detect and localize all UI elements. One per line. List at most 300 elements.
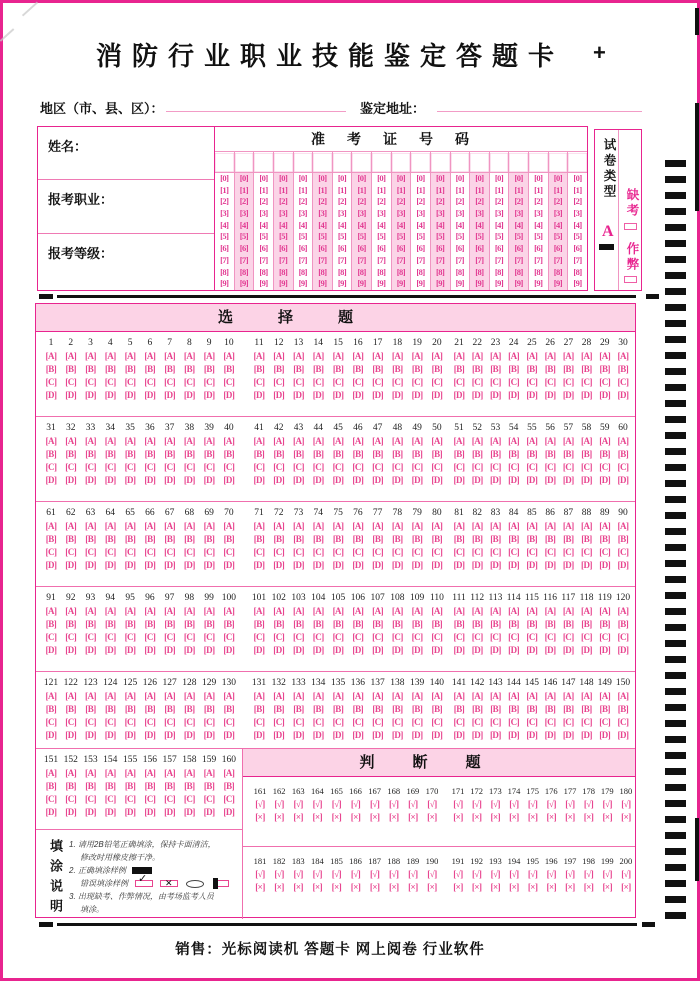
answer-bubble[interactable]: [A] [453,606,465,616]
answer-bubble[interactable]: [C] [431,377,443,387]
answer-bubble[interactable]: [C] [253,377,265,387]
answer-bubble[interactable]: [A] [223,436,235,446]
answer-bubble[interactable]: [A] [104,606,116,616]
answer-bubble[interactable]: [D] [144,560,156,570]
answer-bubble[interactable]: [C] [144,717,156,727]
answer-bubble[interactable]: [A] [411,436,423,446]
answer-bubble[interactable]: [C] [508,377,520,387]
answer-bubble[interactable]: [B] [144,364,156,374]
answer-bubble[interactable]: [A] [562,691,574,701]
answer-bubble[interactable]: [C] [85,547,97,557]
answer-bubble[interactable]: [D] [65,475,77,485]
answer-bubble[interactable]: [A] [431,606,443,616]
answer-bubble[interactable]: [C] [544,632,556,642]
answer-bubble[interactable]: [B] [392,619,403,629]
answer-bubble[interactable]: [B] [273,619,285,629]
answer-bubble[interactable]: [B] [563,449,574,459]
answer-bubble[interactable]: [B] [253,364,265,374]
answer-bubble[interactable]: [A] [617,521,629,531]
answer-bubble[interactable]: [A] [45,521,57,531]
answer-bubble[interactable]: [B] [563,534,574,544]
answer-bubble[interactable]: [A] [85,606,97,616]
answer-bubble[interactable]: [D] [312,730,324,740]
answer-bubble[interactable]: [A] [526,521,538,531]
answer-bubble[interactable]: [B] [203,781,215,791]
answer-bubble[interactable]: [C] [45,794,57,804]
answer-bubble[interactable]: [C] [489,632,501,642]
ticket-digit-bubble[interactable]: [5] [534,231,543,242]
answer-bubble[interactable]: [C] [203,717,215,727]
answer-bubble[interactable]: [D] [391,390,403,400]
answer-bubble[interactable]: [A] [489,606,501,616]
ticket-digit-bubble[interactable]: [5] [318,231,327,242]
ticket-digit-bubble[interactable]: [9] [573,278,582,289]
answer-bubble[interactable]: [C] [104,632,116,642]
answer-bubble[interactable]: [A] [104,768,116,778]
answer-bubble[interactable]: [C] [104,547,116,557]
answer-bubble[interactable]: [C] [273,632,285,642]
answer-bubble[interactable]: [B] [65,534,77,544]
ticket-digit-bubble[interactable]: [2] [455,196,465,207]
answer-bubble[interactable]: [D] [352,390,364,400]
answer-bubble[interactable]: [√] [369,799,380,809]
answer-bubble[interactable]: [C] [312,462,324,472]
answer-bubble[interactable]: [B] [392,534,403,544]
ticket-digit-bubble[interactable]: [0] [278,173,288,183]
answer-bubble[interactable]: [D] [124,390,136,400]
answer-bubble[interactable]: [B] [223,619,235,629]
answer-bubble[interactable]: [A] [85,436,97,446]
answer-bubble[interactable]: [B] [273,704,285,714]
answer-bubble[interactable]: [D] [164,807,176,817]
answer-bubble[interactable]: [A] [453,436,465,446]
answer-bubble[interactable]: [×] [490,882,501,892]
answer-bubble[interactable]: [×] [274,882,284,892]
answer-bubble[interactable]: [D] [453,475,465,485]
ticket-digit-bubble[interactable]: [4] [337,219,347,230]
answer-bubble[interactable]: [C] [411,377,423,387]
answer-bubble[interactable]: [B] [144,704,156,714]
answer-bubble[interactable]: [C] [508,547,520,557]
answer-bubble[interactable]: [C] [273,547,285,557]
answer-bubble[interactable]: [×] [565,882,575,892]
answer-bubble[interactable]: [C] [45,462,57,472]
answer-bubble[interactable]: [B] [164,704,175,714]
answer-bubble[interactable]: [A] [144,606,156,616]
answer-bubble[interactable]: [×] [602,882,613,892]
answer-bubble[interactable]: [D] [273,645,285,655]
ticket-digit-bubble[interactable]: [7] [435,254,445,265]
answer-bubble[interactable]: [B] [372,704,383,714]
answer-bubble[interactable]: [D] [352,730,364,740]
answer-bubble[interactable]: [B] [471,534,483,544]
answer-bubble[interactable]: [A] [431,691,443,701]
answer-bubble[interactable]: [B] [45,449,57,459]
answer-bubble[interactable]: [D] [253,560,265,570]
absent-bubble[interactable] [624,223,637,230]
name-field[interactable] [38,127,214,180]
ticket-digit-bubble[interactable]: [3] [239,208,249,219]
answer-bubble[interactable]: [C] [453,377,465,387]
answer-bubble[interactable]: [B] [392,449,403,459]
answer-bubble[interactable]: [C] [45,547,57,557]
ticket-digit-bubble[interactable]: [3] [357,208,366,219]
ticket-digit-bubble[interactable]: [2] [259,196,268,207]
answer-bubble[interactable]: [B] [293,534,304,544]
answer-bubble[interactable]: [B] [490,619,501,629]
ticket-digit-bubble[interactable]: [2] [494,196,504,207]
answer-bubble[interactable]: [A] [253,351,265,361]
answer-bubble[interactable]: [C] [352,547,364,557]
ticket-digit-bubble[interactable]: [2] [337,196,347,207]
answer-bubble[interactable]: [√] [583,869,594,879]
ticket-digit-bubble[interactable]: [8] [494,266,504,277]
answer-bubble[interactable]: [B] [599,534,610,544]
ticket-digit-bubble[interactable]: [3] [494,208,504,219]
ticket-digit-bubble[interactable]: [9] [435,278,445,289]
answer-bubble[interactable]: [C] [526,547,538,557]
answer-bubble[interactable]: [A] [453,521,465,531]
answer-bubble[interactable]: [√] [312,799,323,809]
answer-bubble[interactable]: [C] [312,377,324,387]
answer-bubble[interactable]: [B] [45,619,57,629]
answer-bubble[interactable]: [A] [411,351,423,361]
answer-bubble[interactable]: [C] [332,632,344,642]
answer-bubble[interactable]: [C] [411,462,423,472]
answer-bubble[interactable]: [A] [431,521,443,531]
ticket-write-cell[interactable] [470,152,489,173]
answer-bubble[interactable]: [A] [581,351,593,361]
profession-field[interactable] [38,180,214,234]
answer-bubble[interactable]: [D] [581,475,593,485]
answer-bubble[interactable]: [B] [372,534,383,544]
answer-bubble[interactable]: [C] [203,794,215,804]
ticket-digit-bubble[interactable]: [7] [416,254,425,265]
answer-bubble[interactable]: [D] [253,475,265,485]
ticket-digit-bubble[interactable]: [6] [239,243,249,254]
answer-bubble[interactable]: [A] [508,691,520,701]
answer-bubble[interactable]: [A] [45,606,57,616]
answer-bubble[interactable]: [A] [599,351,611,361]
ticket-digit-bubble[interactable]: [8] [318,266,327,277]
ticket-digit-bubble[interactable]: [6] [455,243,465,254]
answer-bubble[interactable]: [B] [453,619,465,629]
answer-bubble[interactable]: [A] [508,521,520,531]
ticket-digit-bubble[interactable]: [0] [259,173,268,183]
answer-bubble[interactable]: [×] [509,812,519,822]
answer-bubble[interactable]: [B] [203,534,215,544]
answer-bubble[interactable]: [D] [183,730,195,740]
answer-bubble[interactable]: [B] [45,534,57,544]
ticket-digit-bubble[interactable]: [7] [455,254,465,265]
answer-bubble[interactable]: [B] [313,534,324,544]
ticket-digit-bubble[interactable]: [1] [298,184,308,195]
answer-bubble[interactable]: [A] [562,606,574,616]
answer-bubble[interactable]: [C] [411,632,423,642]
answer-bubble[interactable]: [A] [164,606,176,616]
answer-bubble[interactable]: [A] [508,436,520,446]
answer-bubble[interactable]: [D] [85,645,97,655]
answer-bubble[interactable]: [D] [203,645,215,655]
answer-bubble[interactable]: [C] [203,547,215,557]
answer-bubble[interactable]: [√] [255,799,265,809]
answer-bubble[interactable]: [D] [124,730,136,740]
answer-bubble[interactable]: [B] [332,619,344,629]
ticket-digit-bubble[interactable]: [1] [455,184,465,195]
answer-bubble[interactable]: [A] [411,521,423,531]
answer-bubble[interactable]: [A] [253,436,265,446]
answer-bubble[interactable]: [C] [293,632,305,642]
ticket-digit-bubble[interactable]: [5] [377,231,386,242]
answer-bubble[interactable]: [A] [85,521,97,531]
answer-bubble[interactable]: [C] [544,377,556,387]
answer-bubble[interactable]: [D] [562,560,574,570]
answer-bubble[interactable]: [B] [563,619,574,629]
ticket-digit-bubble[interactable]: [3] [318,208,327,219]
answer-bubble[interactable]: [B] [617,364,629,374]
answer-bubble[interactable]: [×] [621,882,631,892]
answer-bubble[interactable]: [B] [544,619,556,629]
ticket-digit-bubble[interactable]: [4] [278,219,288,230]
answer-bubble[interactable]: [D] [391,645,403,655]
answer-bubble[interactable]: [√] [350,799,361,809]
ticket-digit-bubble[interactable]: [7] [337,254,347,265]
ticket-digit-bubble[interactable]: [1] [318,184,327,195]
answer-bubble[interactable]: [B] [581,534,592,544]
answer-bubble[interactable]: [×] [369,812,380,822]
answer-bubble[interactable]: [C] [312,717,324,727]
answer-bubble[interactable]: [D] [65,730,77,740]
answer-bubble[interactable]: [D] [124,475,136,485]
answer-bubble[interactable]: [C] [453,632,465,642]
answer-bubble[interactable]: [B] [431,704,443,714]
answer-bubble[interactable]: [×] [312,812,323,822]
answer-bubble[interactable]: [B] [144,534,156,544]
ticket-digit-bubble[interactable]: [8] [298,266,308,277]
ticket-digit-bubble[interactable]: [8] [357,266,366,277]
ticket-digit-bubble[interactable]: [2] [318,196,327,207]
answer-bubble[interactable]: [D] [544,730,556,740]
answer-bubble[interactable]: [B] [526,449,538,459]
ticket-digit-bubble[interactable]: [0] [416,173,425,183]
answer-bubble[interactable]: [C] [223,547,235,557]
answer-bubble[interactable]: [D] [45,730,57,740]
answer-bubble[interactable]: [B] [431,619,443,629]
answer-bubble[interactable]: [√] [293,869,303,879]
answer-bubble[interactable]: [A] [332,436,344,446]
answer-bubble[interactable]: [×] [509,882,519,892]
answer-bubble[interactable]: [√] [621,869,631,879]
ticket-digit-bubble[interactable]: [2] [377,196,386,207]
ticket-digit-bubble[interactable]: [9] [239,278,249,289]
answer-bubble[interactable]: [B] [45,364,57,374]
answer-bubble[interactable]: [D] [144,390,156,400]
answer-bubble[interactable]: [D] [203,560,215,570]
answer-bubble[interactable]: [A] [253,606,265,616]
answer-bubble[interactable]: [D] [312,475,324,485]
ticket-digit-bubble[interactable]: [4] [494,219,504,230]
answer-bubble[interactable]: [D] [453,560,465,570]
answer-bubble[interactable]: [×] [427,882,437,892]
answer-bubble[interactable]: [C] [453,462,465,472]
ticket-digit-bubble[interactable]: [6] [553,243,563,254]
answer-bubble[interactable]: [A] [65,768,77,778]
answer-bubble[interactable]: [C] [164,377,176,387]
answer-bubble[interactable]: [B] [184,534,195,544]
answer-bubble[interactable]: [D] [562,730,574,740]
answer-bubble[interactable]: [√] [471,869,482,879]
answer-bubble[interactable]: [A] [431,436,443,446]
ticket-digit-bubble[interactable]: [0] [475,173,484,183]
answer-bubble[interactable]: [C] [293,377,305,387]
answer-bubble[interactable]: [A] [471,606,483,616]
answer-bubble[interactable]: [C] [65,547,77,557]
ticket-digit-bubble[interactable]: [9] [377,278,386,289]
answer-bubble[interactable]: [A] [203,691,215,701]
ticket-digit-bubble[interactable]: [8] [278,266,288,277]
answer-bubble[interactable]: [B] [490,449,501,459]
answer-bubble[interactable]: [B] [85,534,96,544]
answer-bubble[interactable]: [D] [312,560,324,570]
answer-bubble[interactable]: [B] [508,704,519,714]
answer-bubble[interactable]: [D] [273,560,285,570]
answer-bubble[interactable]: [C] [508,632,520,642]
answer-bubble[interactable]: [B] [164,619,175,629]
answer-bubble[interactable]: [√] [546,799,556,809]
answer-bubble[interactable]: [A] [411,606,423,616]
answer-bubble[interactable]: [D] [526,645,538,655]
answer-bubble[interactable]: [C] [599,462,611,472]
answer-bubble[interactable]: [A] [508,606,520,616]
answer-bubble[interactable]: [C] [599,377,611,387]
ticket-digit-bubble[interactable]: [1] [396,184,406,195]
ticket-digit-bubble[interactable]: [9] [278,278,288,289]
ticket-digit-bubble[interactable]: [7] [239,254,249,265]
ticket-digit-bubble[interactable]: [6] [435,243,445,254]
answer-bubble[interactable]: [A] [183,436,195,446]
answer-bubble[interactable]: [A] [223,768,235,778]
answer-bubble[interactable]: [D] [489,645,501,655]
ticket-digit-bubble[interactable]: [6] [278,243,288,254]
answer-bubble[interactable]: [B] [124,704,136,714]
answer-bubble[interactable]: [D] [581,730,593,740]
answer-bubble[interactable]: [√] [453,799,463,809]
answer-bubble[interactable]: [B] [508,534,519,544]
answer-bubble[interactable]: [C] [183,547,195,557]
answer-bubble[interactable]: [C] [183,462,195,472]
answer-bubble[interactable]: [D] [203,475,215,485]
answer-bubble[interactable]: [D] [203,390,215,400]
ticket-digit-bubble[interactable]: [8] [475,266,484,277]
answer-bubble[interactable]: [B] [223,781,235,791]
answer-bubble[interactable]: [D] [617,560,629,570]
answer-bubble[interactable]: [D] [332,730,344,740]
answer-bubble[interactable]: [B] [352,704,364,714]
ticket-digit-bubble[interactable]: [8] [514,266,523,277]
answer-bubble[interactable]: [A] [164,691,176,701]
answer-bubble[interactable]: [√] [602,869,612,879]
answer-bubble[interactable]: [C] [411,547,423,557]
answer-bubble[interactable]: [D] [617,390,629,400]
answer-bubble[interactable]: [B] [164,364,175,374]
answer-bubble[interactable]: [B] [352,534,364,544]
answer-bubble[interactable]: [C] [526,377,538,387]
answer-bubble[interactable]: [D] [65,807,77,817]
answer-bubble[interactable]: [C] [372,632,384,642]
answer-bubble[interactable]: [D] [526,730,538,740]
answer-bubble[interactable]: [B] [544,364,556,374]
answer-bubble[interactable]: [B] [105,449,116,459]
answer-bubble[interactable]: [√] [565,799,575,809]
answer-bubble[interactable]: [√] [312,869,323,879]
ticket-digit-bubble[interactable]: [9] [396,278,406,289]
ticket-digit-bubble[interactable]: [3] [514,208,523,219]
answer-bubble[interactable]: [D] [85,475,97,485]
answer-bubble[interactable]: [×] [602,812,613,822]
answer-bubble[interactable]: [×] [350,812,361,822]
ticket-digit-bubble[interactable]: [3] [534,208,543,219]
ticket-write-cell[interactable] [254,152,273,173]
answer-bubble[interactable]: [C] [45,632,57,642]
ticket-digit-bubble[interactable]: [0] [553,173,563,183]
answer-bubble[interactable]: [D] [599,475,611,485]
answer-bubble[interactable]: [D] [508,730,520,740]
ticket-digit-bubble[interactable]: [5] [455,231,465,242]
answer-bubble[interactable]: [×] [293,812,304,822]
ticket-digit-bubble[interactable]: [0] [534,173,543,183]
ticket-digit-bubble[interactable]: [5] [553,231,563,242]
answer-bubble[interactable]: [B] [471,619,483,629]
answer-bubble[interactable]: [D] [508,390,520,400]
answer-bubble[interactable]: [D] [144,475,156,485]
answer-bubble[interactable]: [D] [526,560,538,570]
answer-bubble[interactable]: [A] [164,436,176,446]
answer-bubble[interactable]: [B] [599,364,610,374]
answer-bubble[interactable]: [C] [489,377,501,387]
answer-bubble[interactable]: [A] [124,691,136,701]
answer-bubble[interactable]: [A] [293,606,305,616]
answer-bubble[interactable]: [C] [223,717,235,727]
answer-bubble[interactable]: [C] [471,632,483,642]
answer-bubble[interactable]: [A] [391,606,403,616]
ticket-digit-bubble[interactable]: [5] [416,231,425,242]
answer-bubble[interactable]: [√] [490,869,501,879]
answer-bubble[interactable]: [C] [617,547,629,557]
answer-bubble[interactable]: [C] [332,717,344,727]
answer-bubble[interactable]: [D] [489,730,501,740]
answer-bubble[interactable]: [D] [312,390,324,400]
answer-bubble[interactable]: [C] [453,717,465,727]
answer-bubble[interactable]: [A] [352,691,364,701]
answer-bubble[interactable]: [C] [453,547,465,557]
answer-bubble[interactable]: [C] [562,377,574,387]
answer-bubble[interactable]: [√] [427,799,437,809]
answer-bubble[interactable]: [A] [453,351,465,361]
answer-bubble[interactable]: [A] [183,768,195,778]
answer-bubble[interactable]: [C] [489,547,501,557]
ticket-digit-bubble[interactable]: [8] [553,266,563,277]
answer-bubble[interactable]: [A] [332,606,344,616]
answer-bubble[interactable]: [A] [203,606,215,616]
ticket-digit-bubble[interactable]: [7] [377,254,386,265]
answer-bubble[interactable]: [A] [144,351,156,361]
ticket-digit-bubble[interactable]: [1] [377,184,386,195]
answer-bubble[interactable]: [A] [293,436,305,446]
answer-bubble[interactable]: [A] [372,691,384,701]
answer-bubble[interactable]: [C] [599,717,611,727]
answer-bubble[interactable]: [A] [45,351,57,361]
ticket-digit-bubble[interactable]: [9] [475,278,484,289]
